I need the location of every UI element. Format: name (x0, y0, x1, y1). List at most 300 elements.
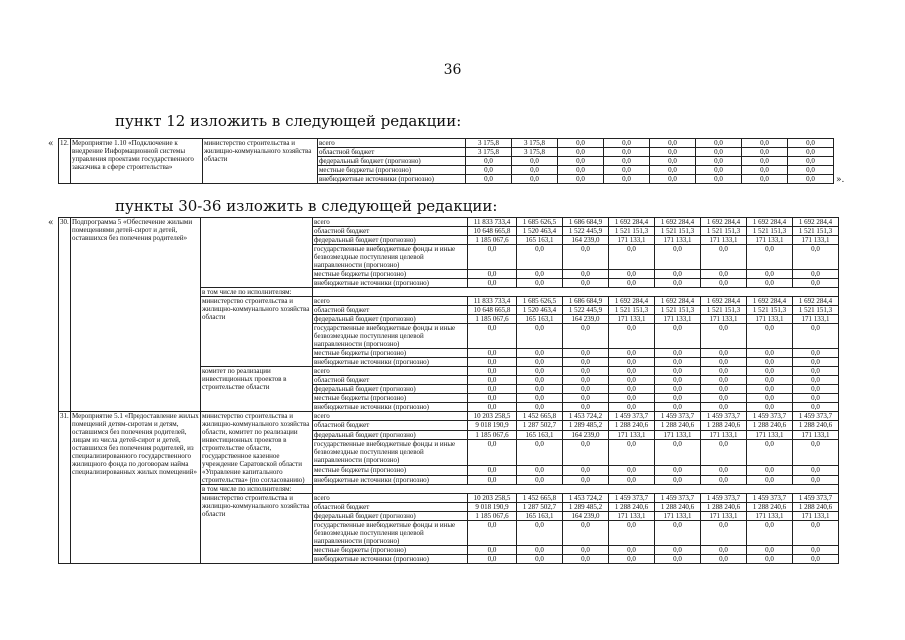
value-cell: 0,0 (468, 367, 517, 376)
value-cell: 0,0 (696, 148, 742, 157)
value-cell: 1 520 463,4 (517, 227, 563, 236)
quote-close-1: ». (836, 175, 845, 185)
value-cell: 1 185 067,6 (468, 236, 517, 245)
value-cell: 0,0 (558, 139, 604, 148)
funding-source-cell: областной бюджет (313, 306, 468, 315)
value-cell: 3 175,8 (466, 148, 512, 157)
value-cell: 0,0 (747, 324, 793, 349)
value-cell: 171 133,1 (609, 512, 655, 521)
value-cell: 0,0 (747, 394, 793, 403)
measure-name: Мероприятие 5.1 «Предоставление жилых помещений детям-сиротам и детям, оставшимся без попечения родителей, лицам из числа детей-сирот и детей, оставшихся без попечения родителей, из специализированного государственного жилищного фонда по договорам найма специализированных жилых помещений» (71, 412, 201, 564)
value-cell: 0,0 (517, 358, 563, 367)
value-cell: 171 133,1 (747, 512, 793, 521)
value-cell: 0,0 (468, 440, 517, 466)
value-cell: 1 692 284,4 (701, 218, 747, 227)
value-cell: 0,0 (512, 157, 558, 166)
value-cell: 0,0 (747, 555, 793, 564)
value-cell: 0,0 (655, 475, 701, 484)
funding-source-cell: государственные внебюджетные фонды и иные безвозмездные поступления целевой направленности (прогнозно) (313, 245, 468, 270)
value-cell: 0,0 (655, 394, 701, 403)
value-cell: 171 133,1 (747, 315, 793, 324)
value-cell: 0,0 (655, 358, 701, 367)
value-cell: 1 185 067,6 (468, 315, 517, 324)
value-cell: 0,0 (609, 376, 655, 385)
value-cell: 0,0 (701, 376, 747, 385)
funding-source-cell: всего (313, 297, 468, 306)
value-cell: 171 133,1 (793, 236, 839, 245)
value-cell: 0,0 (655, 349, 701, 358)
value-cell: 0,0 (655, 546, 701, 555)
value-cell: 0,0 (701, 385, 747, 394)
executor-cell: министерство строительства и жилищно-коммунального хозяйства области, комитет по реализации инвестиционных проектов в строительстве области, государственное казенное учреждение Саратовской области «Управление капитального строительства» (по согласованию) (201, 412, 313, 485)
value-cell: 0,0 (517, 245, 563, 270)
value-cell: 0,0 (747, 245, 793, 270)
value-cell: 1 520 463,4 (517, 306, 563, 315)
value-cell: 0,0 (468, 376, 517, 385)
value-cell: 9 018 190,9 (468, 421, 517, 430)
executor-cell: министерство строительства и жилищно-коммунального хозяйства области (201, 494, 313, 564)
funding-source-cell: местные бюджеты (прогнозно) (313, 270, 468, 279)
value-cell: 0,0 (563, 475, 609, 484)
value-cell: 0,0 (747, 349, 793, 358)
value-cell: 0,0 (650, 166, 696, 175)
value-cell: 0,0 (517, 270, 563, 279)
value-cell: 1 692 284,4 (701, 297, 747, 306)
value-cell: 171 133,1 (701, 430, 747, 439)
value-cell: 1 692 284,4 (609, 297, 655, 306)
value-cell: 10 648 665,8 (468, 227, 517, 236)
value-cell: 0,0 (793, 440, 839, 466)
value-cell: 0,0 (701, 279, 747, 288)
value-cell: 165 163,1 (517, 236, 563, 245)
value-cell: 0,0 (517, 279, 563, 288)
funding-source-cell: федеральный бюджет (прогнозно) (313, 430, 468, 439)
value-cell: 0,0 (655, 403, 701, 412)
value-cell: 165 163,1 (517, 430, 563, 439)
value-cell: 0,0 (701, 358, 747, 367)
value-cell: 0,0 (701, 521, 747, 546)
value-cell: 0,0 (655, 279, 701, 288)
value-cell: 1 459 373,7 (793, 494, 839, 503)
executor-cell: министерство строительства и жилищно-коммунального хозяйства области (201, 297, 313, 367)
value-cell: 0,0 (747, 385, 793, 394)
value-cell: 0,0 (747, 367, 793, 376)
value-cell: 0,0 (517, 403, 563, 412)
value-cell: 0,0 (466, 157, 512, 166)
quote-open-2: « (48, 218, 54, 228)
value-cell: 0,0 (604, 148, 650, 157)
value-cell: 0,0 (650, 139, 696, 148)
value-cell: 1 692 284,4 (609, 218, 655, 227)
value-cell: 171 133,1 (793, 512, 839, 521)
value-cell: 0,0 (696, 157, 742, 166)
value-cell: 10 203 258,5 (468, 494, 517, 503)
value-cell: 1 521 151,3 (701, 306, 747, 315)
value-cell: 0,0 (517, 394, 563, 403)
value-cell: 0,0 (788, 157, 834, 166)
section-heading-2: пункты 30-36 изложить в следующей редакции: (115, 197, 498, 215)
value-cell: 0,0 (468, 466, 517, 475)
value-cell: 0,0 (609, 367, 655, 376)
value-cell: 0,0 (701, 324, 747, 349)
value-cell: 0,0 (742, 175, 788, 184)
value-cell: 0,0 (701, 466, 747, 475)
value-cell: 171 133,1 (609, 236, 655, 245)
value-cell: 1 459 373,7 (747, 412, 793, 421)
value-cell: 171 133,1 (609, 430, 655, 439)
value-cell: 0,0 (563, 555, 609, 564)
value-cell: 0,0 (650, 175, 696, 184)
value-cell: 1 521 151,3 (747, 306, 793, 315)
value-cell: 1 685 626,5 (517, 218, 563, 227)
value-cell: 1 287 502,7 (517, 503, 563, 512)
funding-source-cell: местные бюджеты (прогнозно) (313, 394, 468, 403)
value-cell: 0,0 (517, 440, 563, 466)
value-cell: 0,0 (793, 349, 839, 358)
executor-cell-empty (201, 218, 313, 288)
funding-source-cell: областной бюджет (313, 227, 468, 236)
value-cell: 0,0 (466, 166, 512, 175)
value-cell: 1 459 373,7 (655, 494, 701, 503)
value-cell: 1 459 373,7 (609, 494, 655, 503)
value-cell: 0,0 (655, 521, 701, 546)
value-cell: 1 686 684,9 (563, 297, 609, 306)
value-cell: 1 521 151,3 (655, 227, 701, 236)
quote-open-1: « (48, 139, 54, 149)
value-cell: 164 239,0 (563, 512, 609, 521)
value-cell: 9 018 190,9 (468, 503, 517, 512)
value-cell: 1 459 373,7 (701, 494, 747, 503)
value-cell: 0,0 (609, 521, 655, 546)
value-cell: 171 133,1 (793, 315, 839, 324)
value-cell: 0,0 (563, 394, 609, 403)
value-cell: 0,0 (742, 157, 788, 166)
value-cell: 171 133,1 (655, 315, 701, 324)
value-cell: 1 288 240,6 (701, 421, 747, 430)
value-cell: 1 288 240,6 (609, 421, 655, 430)
value-cell: 0,0 (517, 546, 563, 555)
funding-source-cell: местные бюджеты (прогнозно) (318, 166, 466, 175)
value-cell: 1 459 373,7 (609, 412, 655, 421)
value-cell: 0,0 (468, 521, 517, 546)
value-cell: 0,0 (793, 546, 839, 555)
value-cell: 0,0 (747, 466, 793, 475)
value-cell: 0,0 (609, 394, 655, 403)
value-cell: 0,0 (793, 466, 839, 475)
value-cell: 0,0 (793, 555, 839, 564)
funding-source-cell: всего (313, 494, 468, 503)
value-cell: 0,0 (701, 546, 747, 555)
executor-cell: комитет по реализации инвестиционных проектов в строительстве области (201, 367, 313, 412)
value-cell: 0,0 (563, 279, 609, 288)
value-cell: 0,0 (468, 403, 517, 412)
value-cell: 0,0 (563, 367, 609, 376)
value-cell: 0,0 (747, 279, 793, 288)
value-cell: 0,0 (517, 555, 563, 564)
value-cell: 0,0 (563, 245, 609, 270)
value-cell: 1 288 240,6 (655, 503, 701, 512)
funding-source-cell: федеральный бюджет (прогнозно) (313, 236, 468, 245)
value-cell: 0,0 (696, 166, 742, 175)
value-cell: 0,0 (650, 157, 696, 166)
value-cell: 0,0 (468, 358, 517, 367)
value-cell: 0,0 (793, 403, 839, 412)
value-cell: 1 289 485,2 (563, 421, 609, 430)
value-cell: 1 453 724,2 (563, 412, 609, 421)
executor-cell: министерство строительства и жилищно-коммунального хозяйства области (203, 139, 318, 184)
value-cell: 0,0 (701, 475, 747, 484)
value-cell: 10 648 665,8 (468, 306, 517, 315)
value-cell: 1 686 684,9 (563, 218, 609, 227)
value-cell: 1 459 373,7 (793, 412, 839, 421)
value-cell: 1 521 151,3 (793, 306, 839, 315)
value-cell: 0,0 (747, 403, 793, 412)
measure-name: Мероприятие 1.10 «Подключение к внедрение Информационной системы управления проектами государственного заказчика в сфере строительства» (71, 139, 203, 184)
value-cell: 0,0 (466, 175, 512, 184)
value-cell: 164 239,0 (563, 315, 609, 324)
value-cell: 1 521 151,3 (609, 227, 655, 236)
value-cell: 0,0 (655, 245, 701, 270)
value-cell: 0,0 (563, 376, 609, 385)
value-cell: 0,0 (747, 358, 793, 367)
table-row (59, 139, 834, 148)
value-cell: 0,0 (701, 367, 747, 376)
funding-source-cell: областной бюджет (318, 148, 466, 157)
value-cell: 0,0 (788, 166, 834, 175)
value-cell: 1 521 151,3 (701, 227, 747, 236)
value-cell: 1 692 284,4 (747, 297, 793, 306)
value-cell: 0,0 (563, 521, 609, 546)
page-number: 36 (443, 62, 462, 78)
funding-source-cell: местные бюджеты (прогнозно) (313, 466, 468, 475)
funding-source-cell: внебюджетные источники (прогнозно) (313, 555, 468, 564)
value-cell: 0,0 (558, 157, 604, 166)
value-cell: 0,0 (517, 475, 563, 484)
value-cell: 0,0 (563, 385, 609, 394)
value-cell: 0,0 (742, 148, 788, 157)
funding-source-cell: федеральный бюджет (прогнозно) (313, 512, 468, 521)
value-cell: 0,0 (563, 270, 609, 279)
value-cell: 0,0 (563, 349, 609, 358)
item-number: 30. (59, 218, 71, 412)
value-cell: 0,0 (747, 546, 793, 555)
value-cell: 0,0 (655, 555, 701, 564)
value-cell: 171 133,1 (793, 430, 839, 439)
funding-source-cell: внебюджетные источники (прогнозно) (313, 403, 468, 412)
value-cell: 0,0 (468, 555, 517, 564)
value-cell: 0,0 (747, 270, 793, 279)
value-cell: 1 288 240,6 (701, 503, 747, 512)
value-cell: 0,0 (558, 175, 604, 184)
funding-source-cell: областной бюджет (313, 503, 468, 512)
value-cell: 0,0 (609, 358, 655, 367)
value-cell: 0,0 (609, 440, 655, 466)
section-heading-1: пункт 12 изложить в следующей редакции: (115, 112, 462, 130)
value-cell: 0,0 (517, 385, 563, 394)
value-cell: 0,0 (793, 270, 839, 279)
value-cell: 0,0 (747, 521, 793, 546)
value-cell: 0,0 (512, 166, 558, 175)
value-cell: 0,0 (793, 279, 839, 288)
funding-source-cell: федеральный бюджет (прогнозно) (313, 385, 468, 394)
value-cell: 1 185 067,6 (468, 430, 517, 439)
value-cell: 0,0 (793, 376, 839, 385)
funding-source-cell: внебюджетные источники (прогнозно) (313, 358, 468, 367)
value-cell: 3 175,8 (512, 148, 558, 157)
value-cell: 0,0 (701, 394, 747, 403)
executors-label: в том числе по исполнителям: (201, 288, 313, 297)
value-cell: 0,0 (609, 270, 655, 279)
funding-source-cell: местные бюджеты (прогнозно) (313, 349, 468, 358)
value-cell: 0,0 (793, 521, 839, 546)
value-cell: 0,0 (604, 139, 650, 148)
value-cell: 0,0 (655, 270, 701, 279)
value-cell: 0,0 (655, 376, 701, 385)
value-cell: 0,0 (468, 385, 517, 394)
value-cell: 1 692 284,4 (747, 218, 793, 227)
value-cell: 1 452 665,8 (517, 412, 563, 421)
value-cell: 0,0 (650, 148, 696, 157)
value-cell: 0,0 (468, 546, 517, 555)
value-cell: 0,0 (793, 324, 839, 349)
value-cell: 0,0 (517, 324, 563, 349)
value-cell: 1 459 373,7 (701, 412, 747, 421)
value-cell: 0,0 (788, 175, 834, 184)
value-cell: 171 133,1 (747, 430, 793, 439)
value-cell: 0,0 (747, 440, 793, 466)
funding-source-cell: всего (313, 218, 468, 227)
value-cell: 1 692 284,4 (793, 297, 839, 306)
table-row (59, 218, 839, 227)
funding-source-cell: внебюджетные источники (прогнозно) (313, 475, 468, 484)
value-cell: 1 287 502,7 (517, 421, 563, 430)
value-cell: 11 833 733,4 (468, 218, 517, 227)
value-cell: 0,0 (701, 270, 747, 279)
value-cell: 164 239,0 (563, 236, 609, 245)
value-cell: 1 521 151,3 (609, 306, 655, 315)
value-cell: 0,0 (793, 385, 839, 394)
value-cell: 1 288 240,6 (609, 503, 655, 512)
funding-source-cell: федеральный бюджет (прогнозно) (318, 157, 466, 166)
value-cell: 0,0 (655, 324, 701, 349)
value-cell: 1 288 240,6 (747, 503, 793, 512)
value-cell: 1 692 284,4 (655, 297, 701, 306)
value-cell: 1 288 240,6 (793, 421, 839, 430)
value-cell: 0,0 (512, 175, 558, 184)
value-cell: 1 459 373,7 (655, 412, 701, 421)
table-row (59, 412, 839, 421)
value-cell: 1 452 665,8 (517, 494, 563, 503)
value-cell: 0,0 (609, 245, 655, 270)
value-cell: 0,0 (788, 148, 834, 157)
value-cell: 1 459 373,7 (747, 494, 793, 503)
value-cell: 0,0 (517, 376, 563, 385)
value-cell: 0,0 (517, 521, 563, 546)
value-cell: 1 288 240,6 (747, 421, 793, 430)
blank-cell (313, 485, 839, 494)
value-cell: 0,0 (793, 358, 839, 367)
value-cell: 0,0 (701, 349, 747, 358)
value-cell: 0,0 (793, 245, 839, 270)
value-cell: 0,0 (517, 466, 563, 475)
value-cell: 0,0 (609, 546, 655, 555)
value-cell: 165 163,1 (517, 512, 563, 521)
value-cell: 0,0 (468, 349, 517, 358)
value-cell: 0,0 (563, 546, 609, 555)
value-cell: 0,0 (609, 349, 655, 358)
value-cell: 1 521 151,3 (793, 227, 839, 236)
value-cell: 1 185 067,6 (468, 512, 517, 521)
value-cell: 0,0 (563, 358, 609, 367)
value-cell: 0,0 (655, 440, 701, 466)
value-cell: 0,0 (747, 376, 793, 385)
value-cell: 0,0 (609, 385, 655, 394)
value-cell: 0,0 (563, 440, 609, 466)
item-number: 12. (59, 139, 71, 184)
value-cell: 0,0 (604, 166, 650, 175)
value-cell: 0,0 (655, 466, 701, 475)
value-cell: 0,0 (747, 475, 793, 484)
funding-source-cell: федеральный бюджет (прогнозно) (313, 315, 468, 324)
value-cell: 0,0 (793, 475, 839, 484)
value-cell: 1 685 626,5 (517, 297, 563, 306)
funding-source-cell: всего (313, 367, 468, 376)
funding-source-cell: всего (313, 412, 468, 421)
value-cell: 171 133,1 (655, 236, 701, 245)
value-cell: 171 133,1 (701, 315, 747, 324)
value-cell: 1 288 240,6 (793, 503, 839, 512)
item-number: 31. (59, 412, 71, 564)
value-cell: 1 692 284,4 (793, 218, 839, 227)
value-cell: 0,0 (609, 324, 655, 349)
value-cell: 3 175,8 (466, 139, 512, 148)
value-cell: 3 175,8 (512, 139, 558, 148)
value-cell: 0,0 (609, 279, 655, 288)
value-cell: 171 133,1 (701, 512, 747, 521)
value-cell: 0,0 (609, 403, 655, 412)
value-cell: 1 453 724,2 (563, 494, 609, 503)
executors-label: в том числе по исполнителям: (201, 485, 313, 494)
value-cell: 0,0 (655, 367, 701, 376)
value-cell: 171 133,1 (609, 315, 655, 324)
budget-table-items-30-36 (58, 217, 839, 564)
value-cell: 0,0 (655, 385, 701, 394)
value-cell: 0,0 (558, 166, 604, 175)
budget-table-item-12 (58, 138, 834, 184)
value-cell: 1 521 151,3 (655, 306, 701, 315)
funding-source-cell: областной бюджет (313, 376, 468, 385)
value-cell: 171 133,1 (655, 430, 701, 439)
value-cell: 171 133,1 (747, 236, 793, 245)
value-cell: 0,0 (563, 324, 609, 349)
value-cell: 0,0 (793, 394, 839, 403)
value-cell: 1 692 284,4 (655, 218, 701, 227)
value-cell: 171 133,1 (655, 512, 701, 521)
value-cell: 0,0 (563, 466, 609, 475)
value-cell: 164 239,0 (563, 430, 609, 439)
value-cell: 0,0 (468, 270, 517, 279)
value-cell: 0,0 (701, 403, 747, 412)
funding-source-cell: областной бюджет (313, 421, 468, 430)
funding-source-cell: внебюджетные источники (прогнозно) (318, 175, 466, 184)
value-cell: 1 521 151,3 (747, 227, 793, 236)
value-cell: 0,0 (604, 175, 650, 184)
value-cell: 0,0 (701, 245, 747, 270)
funding-source-cell: государственные внебюджетные фонды и иные безвозмездные поступления целевой направленности (прогнозно) (313, 521, 468, 546)
value-cell: 0,0 (563, 403, 609, 412)
value-cell: 0,0 (696, 139, 742, 148)
value-cell: 1 522 445,9 (563, 306, 609, 315)
